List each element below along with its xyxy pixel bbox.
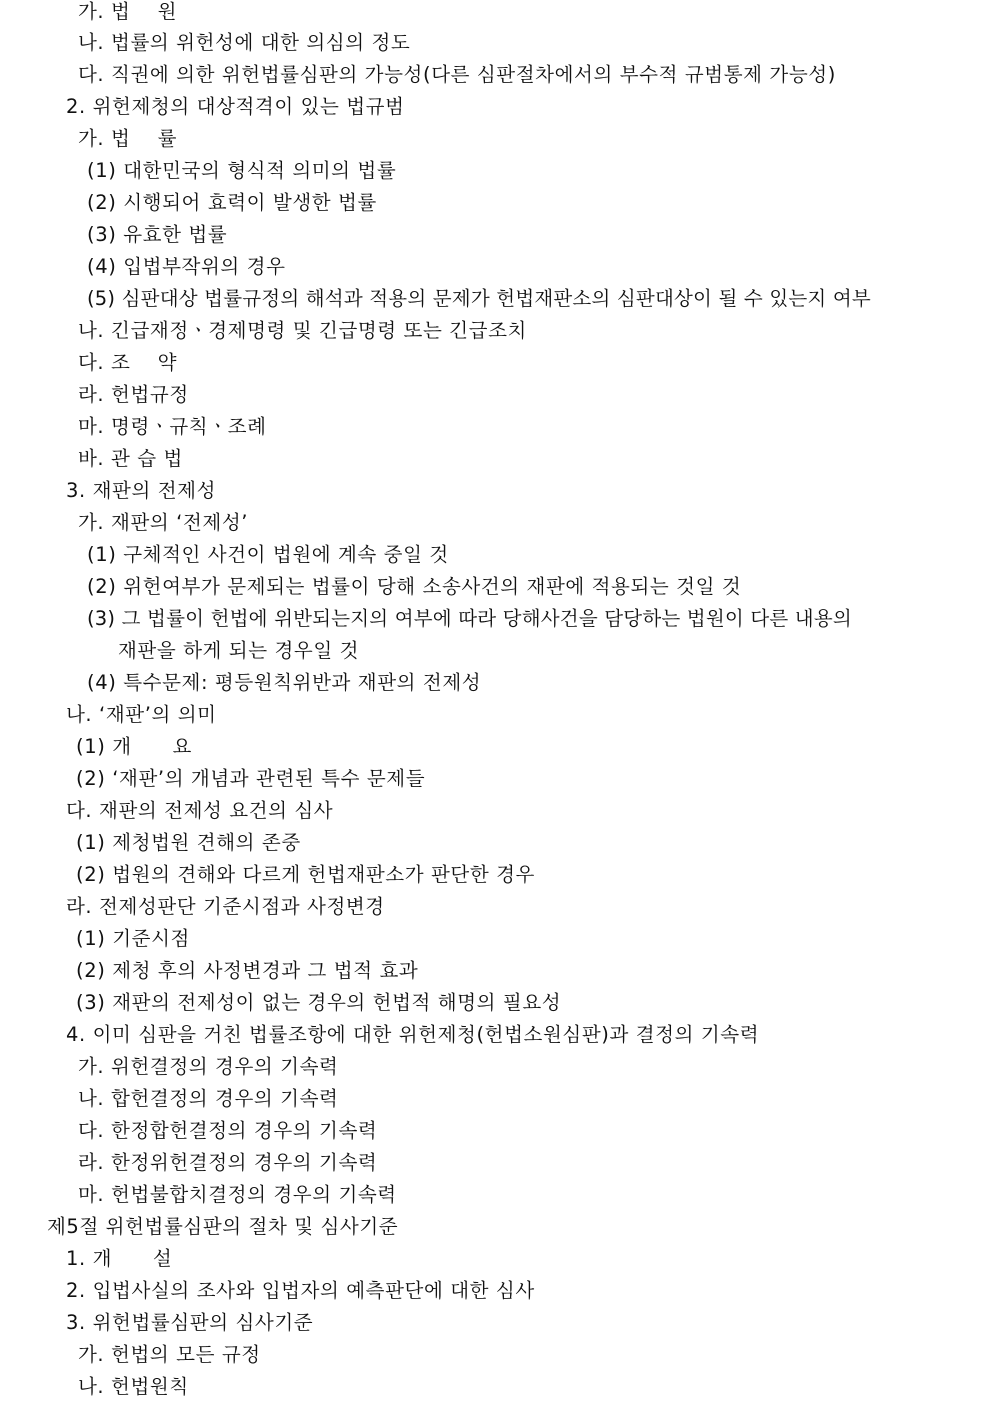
outline-line: (2) 제청 후의 사정변경과 그 법적 효과 <box>76 959 419 982</box>
outline-line: 다. 한정합헌결정의 경우의 기속력 <box>78 1119 378 1142</box>
outline-line: 1. 개 설 <box>66 1247 173 1270</box>
outline-line: 가. 위헌결정의 경우의 기속력 <box>78 1055 339 1078</box>
outline-line: 2. 입법사실의 조사와 입법자의 예측판단에 대한 심사 <box>66 1279 535 1302</box>
outline-line: 나. ‘재판’의 의미 <box>66 703 217 726</box>
outline-line: 다. 조 약 <box>78 351 178 374</box>
outline-line: (2) 시행되어 효력이 발생한 법률 <box>87 191 377 214</box>
outline-line: 3. 재판의 전제성 <box>66 479 217 502</box>
outline-line: 나. 헌법원칙 <box>78 1375 189 1398</box>
outline-line: 재판을 하게 되는 경우일 것 <box>118 639 360 662</box>
outline-line: (4) 특수문제: 평등원칙위반과 재판의 전제성 <box>87 671 482 694</box>
outline-line: 라. 헌법규정 <box>78 383 189 406</box>
outline-line: 다. 직권에 의한 위헌법률심판의 가능성(다른 심판절차에서의 부수적 규범통제 가능성) <box>78 63 836 86</box>
outline-line: 마. 헌법불합치결정의 경우의 기속력 <box>78 1183 397 1206</box>
outline-line: 4. 이미 심판을 거친 법률조항에 대한 위헌제청(헌법소원심판)과 결정의 기속력 <box>66 1023 760 1046</box>
outline-line: (4) 입법부작위의 경우 <box>87 255 286 278</box>
outline-line: 2. 위헌제청의 대상적격이 있는 법규범 <box>66 95 405 118</box>
outline-line: (1) 구체적인 사건이 법원에 계속 중일 것 <box>87 543 449 566</box>
outline-line: 가. 재판의 ‘전제성’ <box>78 511 249 534</box>
outline-line: 가. 법 원 <box>78 0 178 23</box>
outline-line: 나. 법률의 위헌성에 대한 의심의 정도 <box>78 31 411 54</box>
outline-line: 다. 재판의 전제성 요건의 심사 <box>66 799 334 822</box>
outline-line: 마. 명령ㆍ규칙ㆍ조례 <box>78 415 267 438</box>
outline-line: (3) 재판의 전제성이 없는 경우의 헌법적 해명의 필요성 <box>76 991 562 1014</box>
outline-line: (1) 개 요 <box>76 735 192 758</box>
outline-line: (2) ‘재판’의 개념과 관련된 특수 문제들 <box>76 767 426 790</box>
section-heading: 제5절 위헌법률심판의 절차 및 심사기준 <box>47 1215 399 1238</box>
outline-line: 바. 관 습 법 <box>78 447 183 470</box>
outline-line: (2) 법원의 견해와 다르게 헌법재판소가 판단한 경우 <box>76 863 535 886</box>
outline-line: (5) 심판대상 법률규정의 해석과 적용의 문제가 헌법재판소의 심판대상이 될 수 있는지 여부 <box>87 287 871 310</box>
outline-line: 나. 긴급재정ㆍ경제명령 및 긴급명령 또는 긴급조치 <box>78 319 527 342</box>
outline-line: (1) 기준시점 <box>76 927 190 950</box>
outline-line: 가. 헌법의 모든 규정 <box>78 1343 261 1366</box>
outline-line: 3. 위헌법률심판의 심사기준 <box>66 1311 314 1334</box>
outline-line: (3) 그 법률이 헌법에 위반되는지의 여부에 따라 당해사건을 담당하는 법원이 다른 내용의 <box>87 607 852 630</box>
outline-line: (2) 위헌여부가 문제되는 법률이 당해 소송사건의 재판에 적용되는 것일 것 <box>87 575 742 598</box>
outline-line: (1) 대한민국의 형식적 의미의 법률 <box>87 159 397 182</box>
outline-line: 나. 합헌결정의 경우의 기속력 <box>78 1087 339 1110</box>
outline-line: 가. 법 률 <box>78 127 178 150</box>
outline-line: 라. 한정위헌결정의 경우의 기속력 <box>78 1151 378 1174</box>
outline-line: 라. 전제성판단 기준시점과 사정변경 <box>66 895 385 918</box>
outline-line: (3) 유효한 법률 <box>87 223 228 246</box>
outline-line: (1) 제청법원 견해의 존중 <box>76 831 301 854</box>
